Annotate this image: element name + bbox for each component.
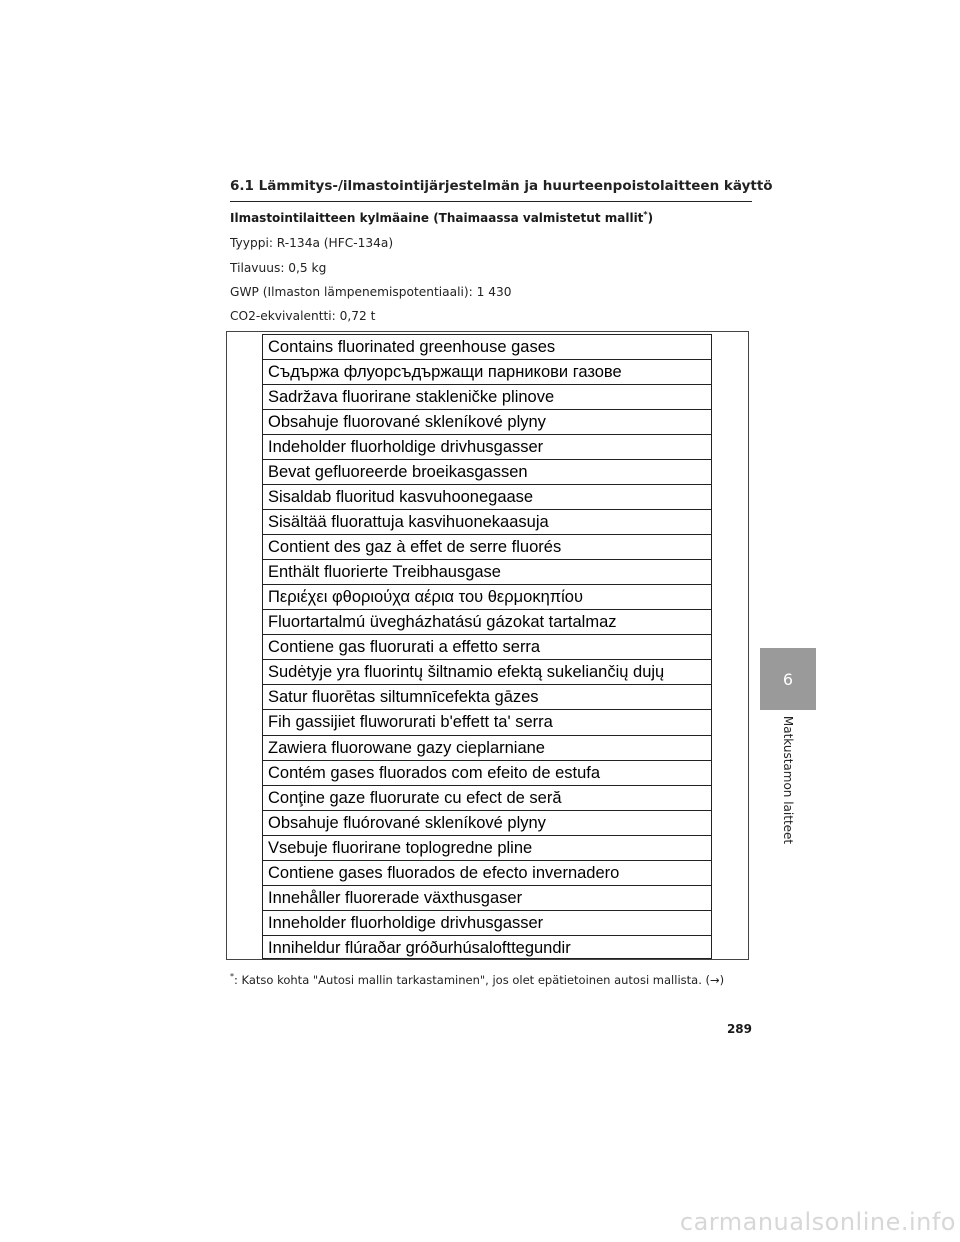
label-table-row: Zawiera fluorowane gazy cieplarniane: [263, 736, 711, 761]
label-table-row: Contiene gas fluorurati a effetto serra: [263, 635, 711, 660]
label-table-row: Indeholder fluorholdige drivhusgasser: [263, 435, 711, 460]
label-table-row: Contains fluorinated greenhouse gases: [263, 335, 711, 360]
label-table-row: Inniheldur flúraðar gróðurhúsalofttegundir: [268, 938, 571, 957]
label-table-row: Sudėtyje yra fluorintų šiltnamio efektą sukeliančių dujų: [263, 660, 711, 685]
section-heading-text: Ilmastointilaitteen kylmäaine (Thaimaassa valmistetut mallit: [230, 211, 644, 225]
label-table-row: Περιέχει φθοριούχα αέρια του θερμοκηπίου: [263, 585, 711, 610]
footnote-mark: *: [230, 972, 234, 981]
spec-co2: CO2-ekvivalentti: 0,72 t: [230, 309, 376, 323]
label-table-row: Contém gases fluorados com efeito de estufa: [263, 761, 711, 786]
chapter-side-title: Matkustamon laitteet: [781, 715, 795, 845]
label-table-row: Innehåller fluorerade växthusgaser: [263, 886, 711, 911]
label-table-row: Satur fluorētas siltumnīcefekta gāzes: [263, 685, 711, 710]
chapter-number: 6: [782, 669, 794, 689]
spec-gwp: GWP (Ilmaston lämpenemispotentiaali): 1 430: [230, 285, 512, 299]
section-heading-footnote-mark: *: [643, 210, 648, 219]
label-table-row: Enthält fluorierte Treibhausgase: [263, 560, 711, 585]
section-heading: [230, 210, 653, 225]
spec-volume: Tilavuus: 0,5 kg: [230, 261, 327, 275]
label-table-row: Fih gassijiet fluworurati b'effett ta' serra: [263, 710, 711, 735]
label-table-row: Fluortartalmú üvegházhatású gázokat tartalmaz: [263, 610, 711, 635]
label-table-row: Conţine gaze fluorurate cu efect de seră: [263, 786, 711, 811]
footnote: [230, 972, 724, 987]
chapter-header-title: 6.1 Lämmitys-/ilmastointijärjestelmän ja huurteenpoistolaitteen käyttö: [230, 178, 773, 194]
label-table-row: Съдържа флуорсъдържащи парникови газове: [263, 360, 711, 385]
spec-type: Tyyppi: R-134a (HFC-134a): [230, 236, 394, 250]
label-table-row: Obsahuje fluórované skleníkové plyny: [263, 811, 711, 836]
label-table-row: Obsahuje fluorované skleníkové plyny: [263, 410, 711, 435]
label-table-row: Bevat gefluoreerde broeikasgassen: [263, 460, 711, 485]
label-table-row: Sadržava fluorirane stakleničke plinove: [263, 385, 711, 410]
section-heading-close: ): [647, 211, 654, 225]
page-number: 289: [726, 1022, 752, 1036]
label-table-row: Contiene gases fluorados de efecto invernadero: [263, 861, 711, 886]
chapter-tab: [760, 648, 816, 710]
label-table-row: Contient des gaz à effet de serre fluorés: [263, 535, 711, 560]
footnote-text: : Katso kohta "Autosi mallin tarkastaminen", jos olet epätietoinen autosi mallista. (→): [234, 972, 725, 987]
fluorinated-gas-label-table: [262, 334, 712, 959]
label-table-row: Sisältää fluorattuja kasvihuonekaasuja: [263, 510, 711, 535]
header-divider: [230, 201, 752, 202]
label-table-row: Sisaldab fluoritud kasvuhoonegaase: [263, 485, 711, 510]
watermark: carmanualsonline.info: [679, 1208, 956, 1236]
label-table-row: Inneholder fluorholdige drivhusgasser: [263, 911, 711, 936]
label-table-row: Vsebuje fluorirane toplogredne pline: [263, 836, 711, 861]
